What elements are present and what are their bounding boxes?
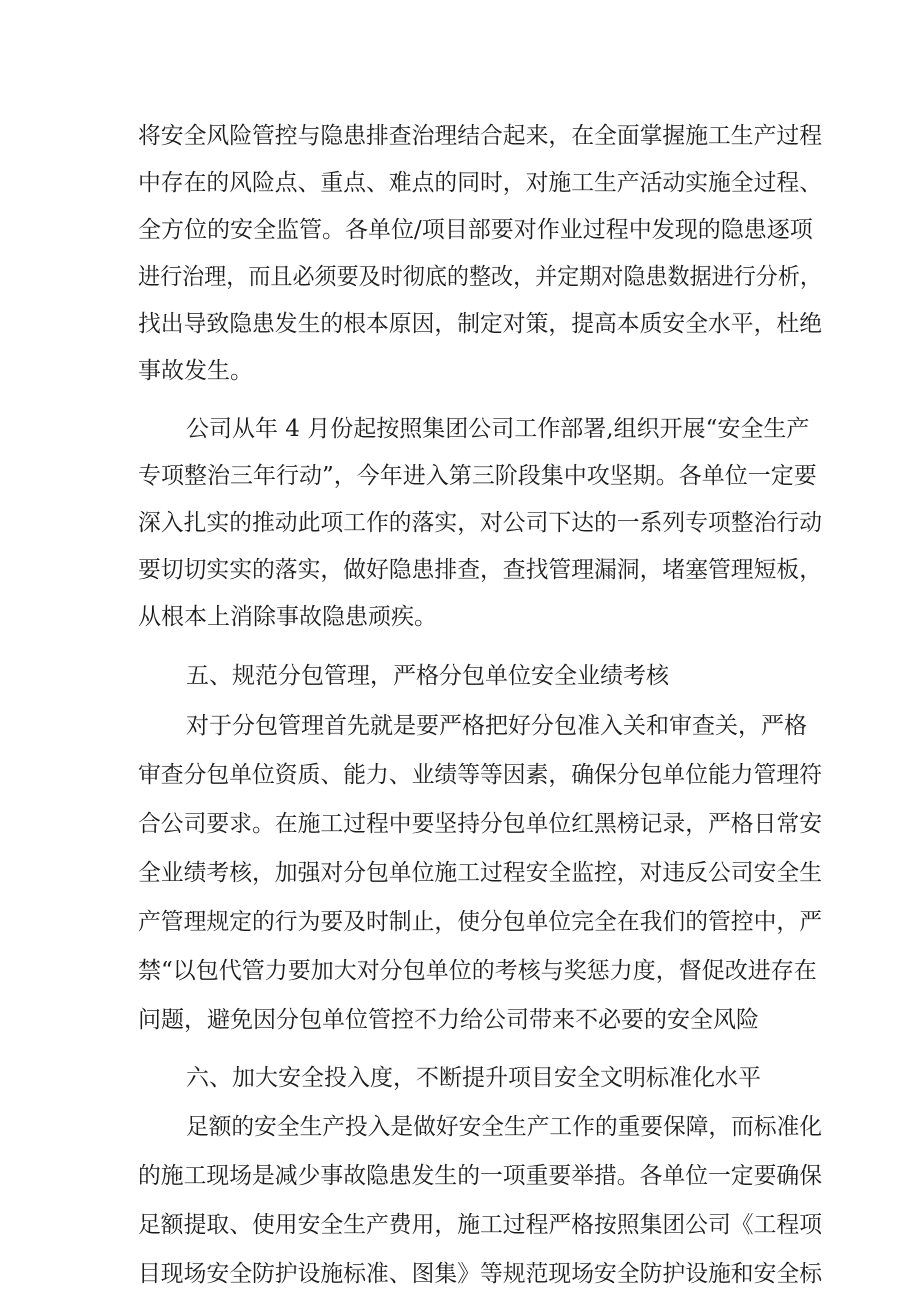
text-line: 中存在的风险点、重点、难点的同时，对施工生产活动实施全过程、 (138, 170, 822, 196)
text-line: 全方位的安全监管。各单位/项目部要对作业过程中发现的隐患逐项 (138, 217, 813, 243)
text-line: 审查分包单位资质、能力、业绩等等因素，确保分包单位能力管理符 (138, 762, 822, 788)
section-heading: 六、加大安全投入度，不断提升项目安全文明标准化水平 (186, 1065, 761, 1091)
text-line: 产管理规定的行为要及时制止，使分包单位完全在我们的管控中，严 (138, 909, 822, 935)
text-line: 对于分包管理首先就是要严格把好分包准入关和审查关，严格 (186, 713, 807, 739)
text-line: 事故发生。 (138, 358, 253, 384)
text-line: 从根本上消除事故隐患顽疾。 (138, 604, 437, 630)
section-heading: 五、规范分包管理，严格分包单位安全业绩考核 (186, 663, 669, 689)
text-line: 全业绩考核，加强对分包单位施工过程安全监控，对违反公司安全生 (138, 860, 822, 886)
text-line: 进行治理，而且必须要及时彻底的整改，并定期对隐患数据进行分析， (138, 264, 822, 290)
text-line: 深入扎实的推动此项工作的落实，对公司下达的一系列专项整治行动 (138, 510, 822, 536)
text-line: 找出导致隐患发生的根本原因，制定对策，提高本质安全水平，杜绝 (138, 311, 822, 337)
text-line: 足额的安全生产投入是做好安全生产工作的重要保障，而标准化 (186, 1114, 822, 1140)
text-line: 将安全风险管控与隐患排查治理结合起来，在全面掌握施工生产过程 (138, 123, 822, 149)
text-line: 的施工现场是减少事故隐患发生的一项重要举措。各单位一定要确保 (138, 1163, 822, 1189)
text-line: 目现场安全防护设施标准、图集》等规范现场安全防护设施和安全标 (138, 1261, 822, 1287)
text-line: 问题，避免因分包单位管控不力给公司带来不必要的安全风险 (138, 1007, 759, 1033)
text-line: 要切切实实的落实，做好隐患排查，查找管理漏洞，堵塞管理短板， (138, 557, 822, 583)
text-line: 禁“以包代管力要加大对分包单位的考核与奖惩力度，督促改进存在 (138, 958, 817, 984)
text-line: 足额提取、使用安全生产费用，施工过程严格按照集团公司《工程项 (138, 1212, 822, 1238)
text-line: 专项整治三年行动”，今年进入第三阶段集中攻坚期。各单位一定要 (138, 463, 817, 489)
text-line: 公司从年 4 月份起按照集团公司工作部署,组织开展“安全生产 (186, 416, 810, 442)
text-line: 合公司要求。在施工过程中要坚持分包单位红黑榜记录，严格日常安 (138, 811, 822, 837)
